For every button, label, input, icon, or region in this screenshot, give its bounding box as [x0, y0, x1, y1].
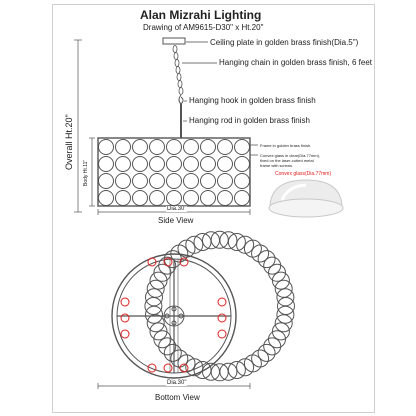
ceiling-plate — [163, 38, 185, 44]
ceiling-plate-label: Ceiling plate in golden brass finish(Dia.5") — [210, 38, 359, 47]
hanging-chain-label: Hanging chain in golden brass finish, 6 feet — [219, 58, 372, 67]
body-height-dimension — [89, 138, 95, 206]
side-view-glass-grid — [99, 140, 250, 206]
frame-label: Frame in golden brass finish. — [260, 143, 312, 148]
convex-glass-note: Convex glass in clear(Dia.77mm), fixed on the laser-cutted metal frame with screws. — [260, 153, 321, 168]
body-height-label: Body Ht.11" — [83, 159, 89, 186]
page-subtitle: Drawing of AM9615-D30" x Ht.20" — [143, 23, 264, 32]
overall-height-label: Overall Ht.20" — [64, 114, 74, 170]
bottom-view-caption: Bottom View — [155, 393, 200, 402]
page-title: Alan Mizrahi Lighting — [140, 8, 262, 22]
hanging-hook-label: Hanging hook in golden brass finish — [189, 96, 316, 105]
side-view-caption: Side View — [158, 216, 194, 225]
bottom-view-frame — [112, 254, 236, 378]
hanging-rod-label: Hanging rod in golden brass finish — [189, 116, 310, 125]
bottom-dia-label: Dia.30" — [167, 380, 187, 386]
hanging-chain — [173, 46, 183, 95]
convex-glass-dome — [269, 180, 343, 217]
convex-glass-label: Convex glass(Dia.77mm) — [275, 171, 332, 177]
side-dia-label: Dia.30" — [167, 206, 187, 212]
hanging-hook — [179, 95, 183, 104]
overall-height-dimension — [74, 40, 82, 212]
